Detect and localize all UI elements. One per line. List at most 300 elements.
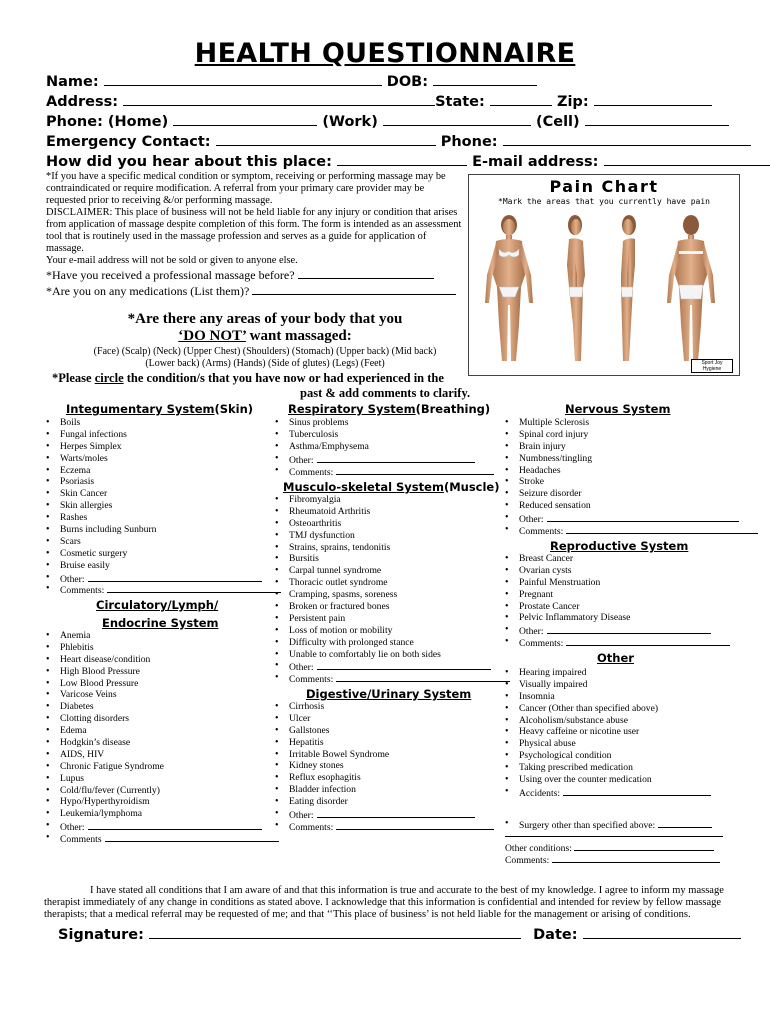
comments-field[interactable]	[107, 583, 281, 593]
list-item-other[interactable]	[505, 512, 758, 524]
pain-chart-title: Pain Chart	[549, 177, 659, 196]
list-item-irritable-bowel-syndrome[interactable]	[275, 749, 494, 761]
nervous-heading: Nervous System	[565, 402, 671, 416]
comments-field[interactable]	[105, 832, 279, 842]
digestive-list	[275, 701, 494, 832]
condition-label: Psoriasis	[60, 476, 95, 488]
side-figure-left[interactable]	[567, 215, 585, 361]
areas-heading-line2	[0, 328, 530, 345]
list-item-psychological-condition[interactable]	[505, 750, 711, 762]
list-item-brain-injury[interactable]	[505, 441, 758, 453]
date-label: Date:	[533, 927, 578, 943]
list-item-chronic-fatigue-syndrome[interactable]	[46, 761, 279, 773]
medications-question	[46, 284, 456, 299]
pain-chart-subtitle: *Mark the areas that you currently have pain	[498, 197, 710, 206]
signature-field[interactable]	[149, 925, 521, 939]
condition-label: Kidney stones	[289, 760, 344, 772]
other-field[interactable]	[88, 820, 262, 830]
list-item-lupus[interactable]	[46, 773, 279, 785]
email-privacy-note: Your e-mail address will not be sold or given to anyone else.	[46, 255, 298, 266]
list-item-alcoholism-substance-abuse[interactable]	[505, 715, 711, 727]
list-item-rheumatoid-arthritis[interactable]	[275, 506, 510, 518]
comments-field[interactable]	[336, 820, 494, 830]
signature-label: Signature:	[58, 927, 144, 943]
circle-word: circle	[94, 371, 124, 385]
list-item-phlebitis[interactable]	[46, 642, 279, 654]
condition-label: Breast Cancer	[519, 553, 574, 564]
condition-label: Multiple Sclerosis	[519, 417, 590, 428]
circle-instruction-line2: past & add comments to clarify.	[300, 386, 471, 400]
condition-label: Comments:	[289, 821, 334, 833]
list-item-burns-including-sunburn[interactable]	[46, 524, 281, 536]
condition-label: AIDS, HIV	[60, 748, 105, 760]
other-comments-label: Comments:	[505, 855, 550, 866]
condition-label: Persistent pain	[289, 612, 346, 624]
name-field[interactable]	[104, 72, 382, 86]
list-item-scars[interactable]	[46, 536, 281, 548]
musculo-subtitle: (Muscle)	[443, 480, 500, 494]
condition-label: Bladder infection	[289, 784, 356, 796]
list-item-ulcer[interactable]	[275, 713, 494, 725]
specific-condition-note: *If you have a specific medical condition or symptom, receiving or performing massage may be contraindicated or require modification. A referral from your primary care provider may be requested prior to receiving &/or performing massage.	[46, 171, 446, 206]
condition-label: Fungal infections	[60, 428, 127, 440]
medications-label: *Are you on any medications (List them)?	[46, 284, 250, 298]
dob-label: DOB:	[386, 74, 429, 90]
list-item-clotting-disorders[interactable]	[46, 713, 279, 725]
back-figure[interactable]	[667, 215, 715, 361]
list-item-headaches[interactable]	[505, 465, 758, 477]
list-item-edema[interactable]	[46, 725, 279, 737]
list-item-cramping-spasms-soreness[interactable]	[275, 589, 510, 601]
list-item-tmj-dysfunction[interactable]	[275, 530, 510, 542]
zip-label: Zip:	[556, 94, 589, 110]
list-item-cancer-other-than-specified-above[interactable]	[505, 703, 711, 715]
condition-label: Visually impaired	[519, 678, 588, 690]
list-item-reduced-sensation[interactable]	[505, 500, 758, 512]
list-item-osteoarthritis[interactable]	[275, 518, 510, 530]
musculo-heading	[283, 480, 499, 494]
notes-block	[46, 171, 466, 267]
list-item-seizure-disorder[interactable]	[505, 488, 758, 500]
condition-label: Scars	[60, 535, 81, 547]
condition-label: Varicose Veins	[60, 689, 117, 701]
list-item-warts-moles[interactable]	[46, 453, 281, 465]
integumentary-list	[46, 417, 281, 595]
list-item-heavy-caffeine-or-nicotine-user[interactable]	[505, 726, 711, 738]
list-item-comments[interactable]	[46, 583, 281, 595]
referral-row	[46, 152, 770, 170]
massage-before-label: *Have you received a professional massage before?	[46, 268, 295, 282]
list-item-breast-cancer[interactable]	[505, 553, 730, 565]
list-item-painful-menstruation[interactable]	[505, 577, 730, 589]
list-item-varicose-veins[interactable]	[46, 689, 279, 701]
emergency-row	[46, 132, 751, 150]
condition-label: Ulcer	[289, 712, 311, 724]
condition-label: Boils	[60, 417, 81, 428]
condition-label: Hypo/Hyperthyroidism	[60, 796, 150, 808]
condition-label: Other:	[60, 822, 85, 834]
condition-label: Comments:	[289, 674, 334, 686]
integumentary-title: Integumentary System	[66, 402, 215, 416]
condition-label: Cold/flu/fever (Currently)	[60, 784, 160, 796]
list-item-comments[interactable]	[505, 524, 758, 536]
condition-label: Unable to comfortably lie on both sides	[289, 648, 441, 660]
condition-label: Leukemia/lymphoma	[60, 808, 143, 820]
phone-work-field[interactable]	[383, 112, 531, 126]
condition-label: Insomnia	[519, 690, 555, 702]
condition-label: Comments:	[519, 638, 564, 650]
side-figure-right[interactable]	[621, 215, 636, 361]
condition-label: Psychological condition	[519, 750, 612, 762]
condition-label: Painful Menstruation	[519, 576, 601, 588]
list-item-strains-sprains-tendonitis[interactable]	[275, 542, 510, 554]
condition-label: Cramping, spasms, soreness	[289, 589, 398, 601]
condition-label: Hearing impaired	[519, 667, 587, 678]
condition-label: Strains, sprains, tendonitis	[289, 541, 391, 553]
condition-label: Cancer (Other than specified above)	[519, 702, 659, 714]
list-item-asthma-emphysema[interactable]	[275, 441, 494, 453]
comments-field[interactable]	[566, 636, 730, 646]
hear-field[interactable]	[337, 152, 467, 166]
list-item-hypo-hyperthyroidism[interactable]	[46, 796, 279, 808]
list-item-accidents[interactable]	[505, 786, 711, 798]
condition-label: Edema	[60, 725, 87, 737]
other-comments-row	[505, 853, 720, 866]
list-item-comments[interactable]	[275, 820, 494, 832]
pain-chart-credit: Sport Joy Hygiene	[691, 359, 733, 373]
respiratory-heading	[288, 402, 490, 416]
emergency-contact-field[interactable]	[216, 132, 436, 146]
condition-label: Accidents:	[519, 787, 561, 799]
other-field[interactable]	[317, 660, 491, 670]
respiratory-subtitle: (Breathing)	[415, 402, 491, 416]
condition-label: High Blood Pressure	[60, 665, 140, 677]
name-label: Name:	[46, 74, 99, 90]
condition-label: Comments:	[60, 585, 105, 597]
dob-field[interactable]	[433, 72, 537, 86]
list-item-carpal-tunnel-syndrome[interactable]	[275, 565, 510, 577]
list-item-visually-impaired[interactable]	[505, 679, 711, 691]
list-item-gallstones[interactable]	[275, 725, 494, 737]
condition-label: Stroke	[519, 476, 545, 488]
condition-label: Low Blood Pressure	[60, 677, 139, 689]
emergency-phone-label: Phone:	[440, 134, 498, 150]
condition-label: Carpal tunnel syndrome	[289, 565, 382, 577]
condition-label: Other:	[289, 454, 314, 466]
accidents-field[interactable]	[563, 786, 711, 796]
massage-before-question	[46, 268, 434, 283]
condition-label: TMJ dysfunction	[289, 529, 355, 541]
circulatory-list	[46, 630, 279, 844]
list-item-eating-disorder[interactable]	[275, 796, 494, 808]
emergency-label: Emergency Contact:	[46, 134, 211, 150]
list-item-high-blood-pressure[interactable]	[46, 666, 279, 678]
acknowledgement	[44, 885, 734, 921]
condition-label: Phlebitis	[60, 641, 94, 653]
list-item-hearing-impaired[interactable]	[505, 667, 711, 679]
list-item-using-over-the-counter-medication[interactable]	[505, 774, 711, 786]
condition-label: Numbness/tingling	[519, 452, 593, 464]
other-field[interactable]	[88, 572, 262, 582]
digestive-heading: Digestive/Urinary System	[306, 687, 472, 701]
list-item-other[interactable]	[46, 572, 281, 584]
condition-label: Anemia	[60, 630, 91, 641]
surgery-list	[505, 818, 712, 830]
condition-label: Chronic Fatigue Syndrome	[60, 760, 164, 772]
integumentary-subtitle: (Skin)	[214, 402, 254, 416]
list-item-bruise-easily[interactable]	[46, 560, 281, 572]
list-item-bursitis[interactable]	[275, 553, 510, 565]
list-item-hodgkin-s-disease[interactable]	[46, 737, 279, 749]
list-item-other[interactable]	[505, 624, 730, 636]
list-item-anemia[interactable]	[46, 630, 279, 642]
condition-label: Hodgkin’s disease	[60, 737, 131, 749]
condition-label: Clotting disorders	[60, 713, 130, 725]
list-item-comments[interactable]	[275, 465, 494, 477]
name-row	[46, 72, 537, 90]
list-item-thoracic-outlet-syndrome[interactable]	[275, 577, 510, 589]
date-field[interactable]	[583, 925, 741, 939]
email-label: E-mail address:	[472, 154, 599, 170]
list-item-sinus-problems[interactable]	[275, 417, 494, 429]
condition-label: Bruise easily	[60, 559, 110, 571]
list-item-loss-of-motion-or-mobility[interactable]	[275, 625, 510, 637]
list-item-physical-abuse[interactable]	[505, 738, 711, 750]
list-item-comments[interactable]	[275, 672, 510, 684]
page-title: HEALTH QUESTIONNAIRE	[194, 38, 576, 69]
list-item-other[interactable]	[275, 453, 494, 465]
email-field[interactable]	[604, 152, 770, 166]
body-figures[interactable]	[469, 175, 739, 375]
condition-label: Reflux esophagitis	[289, 772, 361, 784]
integumentary-heading	[66, 402, 253, 416]
condition-label: Cosmetic surgery	[60, 547, 128, 559]
list-item-fibromyalgia[interactable]	[275, 494, 510, 506]
condition-label: Seizure disorder	[519, 488, 582, 500]
condition-label: Physical abuse	[519, 738, 576, 750]
condition-label: Ovarian cysts	[519, 564, 572, 576]
condition-label: Osteoarthritis	[289, 517, 342, 529]
condition-label: Thoracic outlet syndrome	[289, 577, 388, 589]
areas-list-line1: (Face) (Scalp) (Neck) (Upper Chest) (Shoulders) (Stomach) (Upper back) (Mid back)	[93, 346, 437, 357]
list-item-pregnant[interactable]	[505, 589, 730, 601]
list-item-numbness-tingling[interactable]	[505, 453, 758, 465]
list-item-reflux-esophagitis[interactable]	[275, 772, 494, 784]
list-item-eczema[interactable]	[46, 465, 281, 477]
list-item-unable-to-comfortably-lie-on-both-sides[interactable]	[275, 649, 510, 661]
condition-label: Fibromyalgia	[289, 494, 341, 505]
phone-row	[46, 112, 729, 130]
list-item-cold-flu-fever-currently[interactable]	[46, 785, 279, 797]
list-item-herpes-simplex[interactable]	[46, 441, 281, 453]
condition-label: Skin Cancer	[60, 488, 108, 500]
list-item-tuberculosis[interactable]	[275, 429, 494, 441]
condition-label: Rashes	[60, 512, 88, 524]
surgery-label: Surgery other than specified above:	[519, 820, 656, 831]
work-label: (Work)	[322, 114, 378, 130]
list-item-pelvic-inflammatory-disease[interactable]	[505, 612, 730, 624]
zip-field[interactable]	[594, 92, 712, 106]
condition-label: Burns including Sunburn	[60, 524, 157, 536]
list-item-other[interactable]	[275, 660, 510, 672]
massage-before-field[interactable]	[298, 268, 434, 279]
other-divider	[505, 836, 723, 837]
comments-field[interactable]	[336, 465, 494, 475]
comments-field[interactable]	[336, 672, 510, 682]
condition-label: Broken or fractured bones	[289, 601, 390, 613]
condition-label: Warts/moles	[60, 452, 108, 464]
condition-label: Taking prescribed medication	[519, 762, 633, 774]
other-heading: Other	[597, 651, 634, 665]
state-label: State:	[435, 94, 485, 110]
areas-heading-line1: *Are there any areas of your body that you	[127, 311, 403, 327]
list-item-comments[interactable]	[505, 636, 730, 648]
condition-label: Rheumatoid Arthritis	[289, 505, 371, 517]
list-item-difficulty-with-prolonged-stance[interactable]	[275, 637, 510, 649]
respiratory-title: Respiratory System	[288, 402, 416, 416]
condition-label: Reduced sensation	[519, 500, 591, 512]
condition-label: Alcoholism/substance abuse	[519, 714, 628, 726]
condition-label: Herpes Simplex	[60, 440, 122, 452]
address-row	[46, 92, 712, 110]
list-item-multiple-sclerosis[interactable]	[505, 417, 758, 429]
list-item-surgery[interactable]	[505, 818, 712, 830]
condition-label: Asthma/Emphysema	[289, 440, 369, 452]
list-item-skin-allergies[interactable]	[46, 500, 281, 512]
acknowledgement-text: I have stated all conditions that I am aware of and that this information is true and accurate to the best of my knowledge. I agree to inform my massage therapist immediately of any change in conditions as stated above. I acknowledge that this information is confidential and intended for review by fellow massage therapists; that a medical referral may be requested of me; and that ‘‘This place of business’ is not held liable for the management or arising of conditions.	[44, 885, 724, 920]
condition-label: Eating disorder	[289, 796, 348, 808]
condition-label: Hepatitis	[289, 736, 324, 748]
list-item-psoriasis[interactable]	[46, 476, 281, 488]
other-list	[505, 667, 711, 798]
list-item-rashes[interactable]	[46, 512, 281, 524]
condition-label: Headaches	[519, 464, 561, 476]
state-field[interactable]	[490, 92, 552, 106]
respiratory-list	[275, 417, 494, 476]
condition-label: Comments:	[519, 526, 564, 538]
medications-field[interactable]	[252, 284, 456, 295]
condition-label: Loss of motion or mobility	[289, 624, 393, 636]
list-item-boils[interactable]	[46, 417, 281, 429]
comments-field[interactable]	[566, 524, 758, 534]
areas-list-line2: (Lower back) (Arms) (Hands) (Side of glutes) (Legs) (Feet)	[145, 358, 385, 369]
hear-label: How did you hear about this place:	[46, 154, 332, 170]
condition-label: Pregnant	[519, 588, 554, 600]
disclaimer-note: DISCLAIMER: This place of business will not be held liable for any injury or condition that arises from application of massage despite completion of this form. The form is intended as an assessment tool that is routinely used in the massage profession and serves as a guide for application of massage.	[46, 207, 462, 254]
list-item-fungal-infections[interactable]	[46, 429, 281, 441]
other-field[interactable]	[547, 512, 739, 522]
areas-heading-suffix: want massaged:	[245, 328, 352, 344]
phone-home-field[interactable]	[173, 112, 317, 126]
condition-label: Other:	[289, 810, 314, 822]
condition-label: Heart disease/condition	[60, 653, 151, 665]
list-item-bladder-infection[interactable]	[275, 784, 494, 796]
condition-label: Spinal cord injury	[519, 428, 589, 440]
condition-label: Sinus problems	[289, 417, 349, 428]
circle-prefix: *Please	[52, 371, 95, 385]
do-not-emphasis: ‘DO NOT’	[178, 328, 246, 344]
condition-label: Tuberculosis	[289, 428, 339, 440]
other-comments-field[interactable]	[552, 853, 720, 863]
musculo-list	[275, 494, 510, 684]
condition-label: Skin allergies	[60, 500, 113, 512]
other-field[interactable]	[317, 453, 475, 463]
list-item-skin-cancer[interactable]	[46, 488, 281, 500]
condition-label: Pelvic Inflammatory Disease	[519, 612, 631, 624]
circulatory-heading-line1: Circulatory/Lymph/	[96, 598, 219, 612]
reproductive-list	[505, 553, 730, 648]
condition-label: Comments:	[289, 466, 334, 478]
list-item-broken-or-fractured-bones[interactable]	[275, 601, 510, 613]
condition-label: Irritable Bowel Syndrome	[289, 748, 390, 760]
condition-label: Bursitis	[289, 553, 319, 565]
other-conditions-label: Other conditions:	[505, 843, 572, 854]
circulatory-heading-line2: Endocrine System	[102, 616, 219, 630]
list-item-taking-prescribed-medication[interactable]	[505, 762, 711, 774]
other-field[interactable]	[317, 808, 475, 818]
reproductive-heading: Reproductive System	[550, 539, 689, 553]
condition-label: Using over the counter medication	[519, 774, 652, 786]
list-item-insomnia[interactable]	[505, 691, 711, 703]
address-field[interactable]	[123, 92, 435, 106]
condition-label: Gallstones	[289, 724, 330, 736]
list-item-ovarian-cysts[interactable]	[505, 565, 730, 577]
signature-row	[58, 925, 741, 943]
phone-cell-field[interactable]	[585, 112, 729, 126]
list-item-diabetes[interactable]	[46, 701, 279, 713]
list-item-heart-disease-condition[interactable]	[46, 654, 279, 666]
address-label: Address:	[46, 94, 119, 110]
condition-label: Other:	[60, 573, 85, 585]
list-item-spinal-cord-injury[interactable]	[505, 429, 758, 441]
list-item-comments[interactable]	[46, 832, 279, 844]
condition-label: Comments	[60, 834, 102, 846]
list-item-cirrhosis[interactable]	[275, 701, 494, 713]
condition-label: Lupus	[60, 772, 84, 784]
other-field[interactable]	[547, 624, 711, 634]
condition-label: Brain injury	[519, 440, 566, 452]
emergency-phone-field[interactable]	[503, 132, 751, 146]
musculo-title: Musculo-skeletal System	[283, 480, 444, 494]
list-item-other[interactable]	[275, 808, 494, 820]
cell-label: (Cell)	[535, 114, 580, 130]
list-item-hepatitis[interactable]	[275, 737, 494, 749]
circle-suffix: the condition/s that you have now or had experienced in the	[123, 371, 444, 385]
condition-label: Other:	[519, 626, 544, 638]
condition-label: Difficulty with prolonged stance	[289, 636, 414, 648]
list-item-stroke[interactable]	[505, 476, 758, 488]
condition-label: Heavy caffeine or nicotine user	[519, 726, 640, 738]
condition-label: Diabetes	[60, 701, 94, 713]
list-item-kidney-stones[interactable]	[275, 760, 494, 772]
list-item-persistent-pain[interactable]	[275, 613, 510, 625]
condition-label: Other:	[519, 514, 544, 526]
list-item-other[interactable]	[46, 820, 279, 832]
list-item-aids-hiv[interactable]	[46, 749, 279, 761]
nervous-list	[505, 417, 758, 536]
condition-label: Prostate Cancer	[519, 600, 580, 612]
circle-instruction-line1	[52, 371, 444, 386]
list-item-leukemia-lymphoma[interactable]	[46, 808, 279, 820]
phone-home-label: Phone: (Home)	[46, 114, 169, 130]
condition-label: Cirrhosis	[289, 701, 325, 712]
list-item-cosmetic-surgery[interactable]	[46, 548, 281, 560]
list-item-low-blood-pressure[interactable]	[46, 678, 279, 690]
other-conditions-field[interactable]	[574, 841, 714, 851]
list-item-prostate-cancer[interactable]	[505, 601, 730, 613]
surgery-field[interactable]	[658, 818, 712, 828]
condition-label: Eczema	[60, 464, 91, 476]
